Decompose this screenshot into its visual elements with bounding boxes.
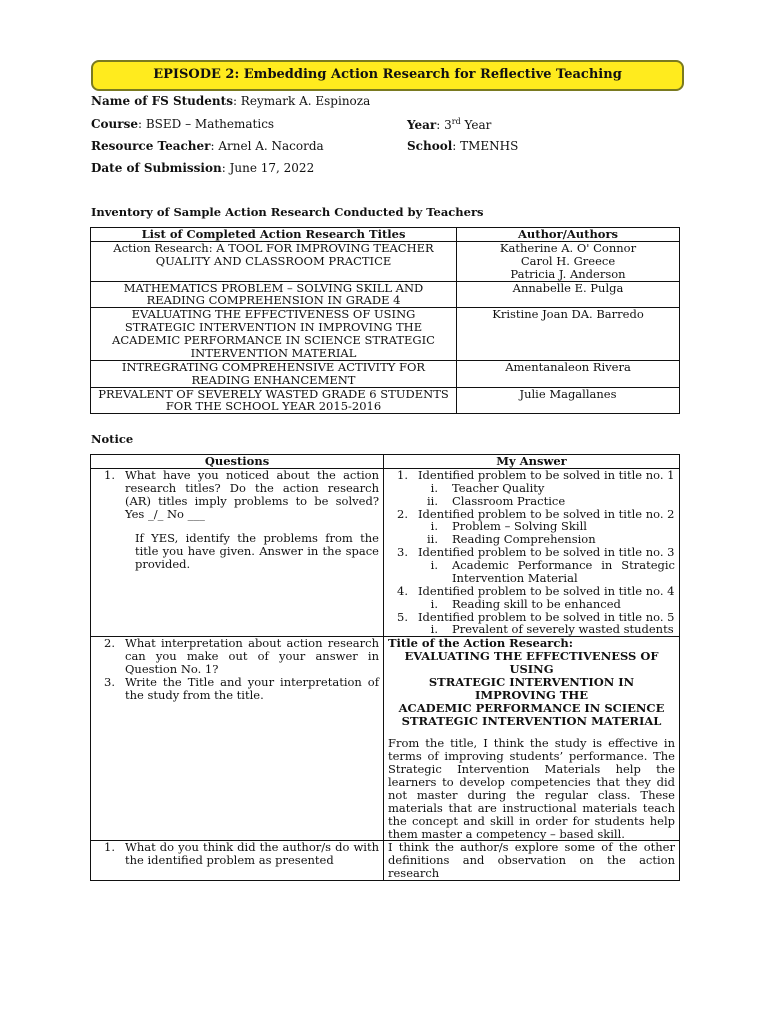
question-followup: If YES, identify the problems from the title you have given. Answer in the space provided. [135,531,379,572]
subitem-number: i. [430,480,438,495]
inventory-row [91,241,680,281]
column-header-questions: Questions [91,455,384,469]
column-header-titles: List of Completed Action Research Titles [91,228,457,242]
question-text: What have you noticed about the action research titles? Do the action research (AR) titles imply problems to be solved? Yes _/_ No ___ [125,467,379,521]
ar-title-label: Title of the Action Research: [388,636,573,651]
question-text: What interpretation about action research can you make out of your answer in Question No. 1? [125,636,379,676]
year-value: : 3rd Year [436,117,492,132]
research-authors: Julie Magallanes [457,387,680,414]
subitem-number: ii. [426,493,438,508]
research-authors: Kristine Joan DA. Barredo [457,308,680,361]
ar-interpretation: From the title, I think the study is effective in terms of improving students’ performance. The Strategic Intervention Materials help the learners to develop competencies that they did not master during the regular class. These materials that are instructional materials teach the concept and skill in order for students help them master a competency – based skill. [388,736,675,841]
column-header-authors: Author/Authors [457,228,680,242]
question-item [95,469,379,521]
answer-subitem [418,623,675,636]
inventory-row [91,360,680,387]
inventory-row [91,387,680,414]
school-value: : TMENHS [452,139,519,153]
question-item [95,637,379,676]
question-number: 3. [104,674,115,689]
answer-subitem [418,598,675,611]
inventory-row [91,308,680,361]
answer-number: 3. [397,545,408,560]
answer-text: Identified problem to be solved in title no. 3 [418,545,675,560]
year-line [407,118,491,132]
answer-subitem [418,482,675,495]
research-authors: Annabelle E. Pulga [457,281,680,308]
notice-table [90,454,680,881]
question-item [95,841,379,867]
research-title: MATHEMATICS PROBLEM – SOLVING SKILL AND READING COMPREHENSION IN GRADE 4 [91,281,457,308]
inventory-row [91,281,680,308]
answer-text: Identified problem to be solved in title no. 4 [418,583,675,598]
inventory-header-row [91,228,680,242]
research-title: PREVALENT OF SEVERELY WASTED GRADE 6 STUDENTS FOR THE SCHOOL YEAR 2015-2016 [91,387,457,414]
question-cell-2 [91,637,384,841]
student-name-value: : Reymark A. Espinoza [232,94,371,108]
question-cell-3 [91,841,384,881]
date-value: : June 17, 2022 [221,161,315,175]
subitem-number: ii. [426,532,438,547]
subitem-text: Reading Comprehension [452,532,596,547]
subitem-number: i. [430,558,438,572]
answer-number: 5. [397,609,408,624]
notice-row-3 [91,841,680,881]
question-text: Write the Title and your interpretation of the study from the title. [125,674,379,702]
subitem-text: Academic Performance in Strategic Intervention Material [452,558,675,585]
teacher-value: : Arnel A. Nacorda [210,139,324,153]
research-title: Action Research: A TOOL FOR IMPROVING TEACHER QUALITY AND CLASSROOM PRACTICE [91,241,457,281]
question-number: 2. [104,636,115,651]
answer-cell-1 [384,468,680,636]
answer-text: Identified problem to be solved in title no. 2 [418,506,675,521]
notice-header-row [91,455,680,469]
question-cell-1 [91,468,384,636]
subitem-text: Prevalent of severely wasted students [452,622,674,637]
subitem-number: i. [430,596,438,611]
question-item [95,676,379,702]
answer-item [388,585,675,598]
research-authors: Katherine A. O' Connor Carol H. Greece Patricia J. Anderson [457,241,680,281]
notice-heading: Notice [91,432,134,446]
ar-title: EVALUATING THE EFFECTIVENESS OF USING STRATEGIC INTERVENTION IN IMPROVING THE ACADEMIC PERFORMANCE IN SCIENCE STRATEGIC INTERVENTION MATERIAL [398,649,665,728]
question-number: 1. [104,467,115,482]
teacher-label: Resource Teacher [91,139,211,153]
question-number: 1. [104,840,115,855]
inventory-heading: Inventory of Sample Action Research Conducted by Teachers [91,205,484,219]
answer-number: 4. [397,583,408,598]
research-title: EVALUATING THE EFFECTIVENESS OF USING STRATEGIC INTERVENTION IN IMPROVING THE ACADEMIC PERFORMANCE IN SCIENCE STRATEGIC INTERVENTION MATERIAL [91,308,457,361]
subitem-text: Teacher Quality [452,480,545,495]
date-label: Date of Submission [91,161,222,175]
answer-number: 2. [397,506,408,521]
research-authors: Amentanaleon Rivera [457,360,680,387]
answer-number: 1. [397,467,408,482]
notice-row-1 [91,468,680,636]
question-text: What do you think did the author/s do with the identified problem as presented [125,840,379,868]
student-name-label: Name of FS Students [91,94,233,108]
school-label: School [407,139,453,153]
teacher-line [91,140,324,153]
answer-subitem [418,559,675,585]
course-value: : BSED – Mathematics [138,117,275,131]
date-line [91,162,314,175]
course-label: Course [91,117,138,131]
answer-cell-2 [384,637,680,841]
subitem-number: i. [430,519,438,534]
subitem-number: i. [430,622,438,637]
notice-row-2 [91,637,680,841]
course-line [91,118,274,131]
answer-text: Identified problem to be solved in title no. 1 [418,467,675,482]
subitem-text: Reading skill to be enhanced [452,596,621,611]
student-name-line [91,95,370,108]
episode-banner: EPISODE 2: Embedding Action Research for Reflective Teaching [91,60,684,91]
answer-cell-3: I think the author/s explore some of the other definitions and observation on the action research [384,841,680,881]
school-line [407,140,518,153]
answer-text: Identified problem to be solved in title no. 5 [418,609,675,624]
year-label: Year [407,118,437,132]
subitem-text: Problem – Solving Skill [452,519,587,534]
answer-item [388,469,675,482]
inventory-table [90,227,680,414]
research-title: INTREGRATING COMPREHENSIVE ACTIVITY FOR READING ENHANCEMENT [91,360,457,387]
column-header-answer: My Answer [384,455,680,469]
answer-subitem [418,495,675,508]
subitem-text: Classroom Practice [452,493,566,508]
